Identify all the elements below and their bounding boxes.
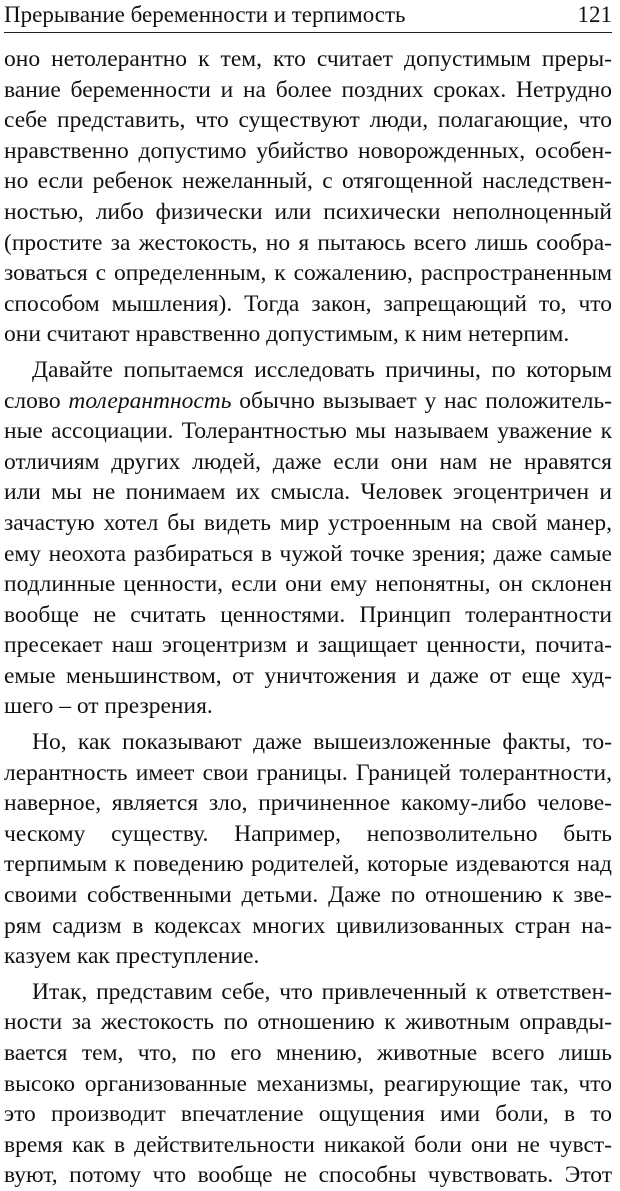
text-line: высоко организованные механизмы, реагирующие так, что [4, 1070, 612, 1097]
text-line: шего – от презрения. [4, 693, 213, 720]
text-line: или мы не понимаем их смысла. Человек эгоцентричен и [4, 479, 612, 506]
text-line: способом мышления). Тогда закон, запрещающий то, что [4, 290, 612, 317]
text-line: Давайте попытаемся исследовать причины, по которым [32, 356, 612, 383]
text-line [4, 386, 612, 417]
text-line: ностью, либо физически или психически неполноценный [4, 198, 612, 225]
text-line: ему неохота разбираться в чужой точке зрения; даже самые [4, 540, 612, 567]
text-line: терпимым к поведению родителей, которые издеваются над [4, 851, 612, 878]
text-line: они считают нравственно допустимым, к ним нетерпим. [4, 321, 570, 348]
text-line: себе представить, что существуют люди, полагающие, что [4, 107, 612, 134]
text-line: подлинные ценности, если они ему непонятны, он склонен [4, 571, 612, 598]
text-line: емые меньшинством, от уничтожения и даже от еще худ- [4, 662, 612, 689]
text-line: ческому существу. Например, непозволительно быть [4, 820, 612, 847]
page-number: 121 [577, 2, 612, 27]
text-line: оно нетолерантно к тем, кто считает допустимым преры- [4, 46, 612, 72]
text-line: ные ассоциации. Толерантностью мы называем уважение к [4, 418, 612, 445]
text-line: вообще не считать ценностями. Принцип толерантности [4, 601, 612, 628]
text-line: рям садизм в кодексах многих цивилизованных стран на- [4, 912, 612, 939]
body-text [4, 44, 612, 1191]
paragraph-1 [4, 44, 612, 350]
text-line: ности за жестокость по отношению к животным оправды- [4, 1009, 612, 1036]
text-line: вуют, потому что вообще не способны чувствовать. Этот [4, 1162, 612, 1189]
text-line: вается тем, что, по его мнению, животные всего лишь [4, 1040, 612, 1066]
text-line: зоваться с определенным, к сожалению, распространенным [4, 260, 612, 287]
text-line: лерантность имеет свои границы. Границей толерантности, [4, 759, 612, 786]
text-line: зачастую хотел бы видеть мир устроенным на свой манер, [4, 509, 612, 536]
italic-term: толерантность [68, 387, 232, 414]
text-line: но если ребенок нежеланный, с отягощенной наследствен- [4, 168, 612, 195]
text-line: нравственно допустимо убийство новорожденных, особен- [4, 137, 612, 164]
text-line: это производит впечатление ощущения ими боли, в то [4, 1101, 612, 1128]
paragraph-2 [4, 355, 612, 722]
text-line: пресекает наш эгоцентризм и защищает ценности, почита- [4, 632, 612, 659]
text-run: обычно вызывает у нас положитель- [231, 387, 612, 414]
text-line: Итак, представим себе, что привлеченный к ответствен- [32, 978, 612, 1005]
running-title: Прерывание беременности и терпимость [4, 2, 406, 27]
text-line: казуем как преступление. [4, 943, 260, 970]
text-run: слово [4, 387, 69, 414]
text-line: своими собственными детьми. Даже по отношению к зве- [4, 882, 612, 909]
text-line: время как в действительности никакой боли они не чувст- [4, 1131, 612, 1158]
paragraph-3 [4, 727, 612, 972]
text-line: вание беременности и на более поздних сроках. Нетрудно [4, 76, 612, 103]
text-line: отличиям других людей, даже если они нам не нравятся [4, 448, 612, 475]
text-line: (простите за жестокость, но я пытаюсь всего лишь сообра- [4, 229, 612, 256]
paragraph-4 [4, 977, 612, 1191]
page-header [4, 0, 612, 33]
text-line: наверное, является зло, причиненное какому-либо челове- [4, 790, 612, 817]
text-line: Но, как показывают даже вышеизложенные факты, то- [32, 729, 612, 756]
